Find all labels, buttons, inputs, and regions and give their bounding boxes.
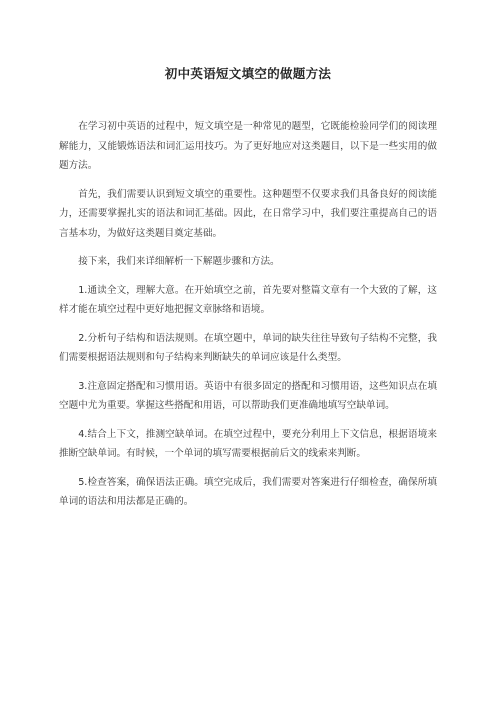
paragraph-1: 在学习初中英语的过程中，短文填空是一种常见的题型，它既能检验同学们的阅读理解能力，又能锻炼语法和词汇运用技巧。为了更好地应对这类题目，以下是一些实用的做题方法。 <box>59 121 437 171</box>
paragraph-5: 2.分析句子结构和语法规则。在填空题中，单词的缺失往往导致句子结构不完整，我们需要根据语法规则和句子结构来判断缺失的单词应该是什么类型。 <box>59 332 437 363</box>
paragraph-4: 1.通读全文，理解大意。在开始填空之前，首先要对整篇文章有一个大致的了解，这样才能在填空过程中更好地把握文章脉络和语境。 <box>59 284 437 315</box>
document-body <box>59 117 437 521</box>
paragraph-3: 接下来，我们来详细解析一下解题步骤和方法。 <box>78 256 280 267</box>
paragraph-6: 3.注意固定搭配和习惯用语。英语中有很多固定的搭配和习惯用语，这些知识点在填空题中尤为重要。掌握这些搭配和用语，可以帮助我们更准确地填写空缺单词。 <box>59 380 437 411</box>
document-title: 初中英语短文填空的做题方法 <box>164 66 332 81</box>
paragraph-8: 5.检查答案，确保语法正确。填空完成后，我们需要对答案进行仔细检查，确保所填单词的语法和用法都是正确的。 <box>59 476 437 507</box>
paragraph-2: 首先，我们需要认识到短文填空的重要性。这种题型不仅要求我们具备良好的阅读能力，还需要掌握扎实的语法和词汇基础。因此，在日常学习中，我们要注重提高自己的语言基本功，为做好这类题目奠定基础。 <box>59 188 437 239</box>
paragraph-7: 4.结合上下文，推测空缺单词。在填空过程中，要充分利用上下文信息，根据语境来推断空缺单词。有时候，一个单词的填写需要根据前后文的线索来判断。 <box>59 428 437 459</box>
